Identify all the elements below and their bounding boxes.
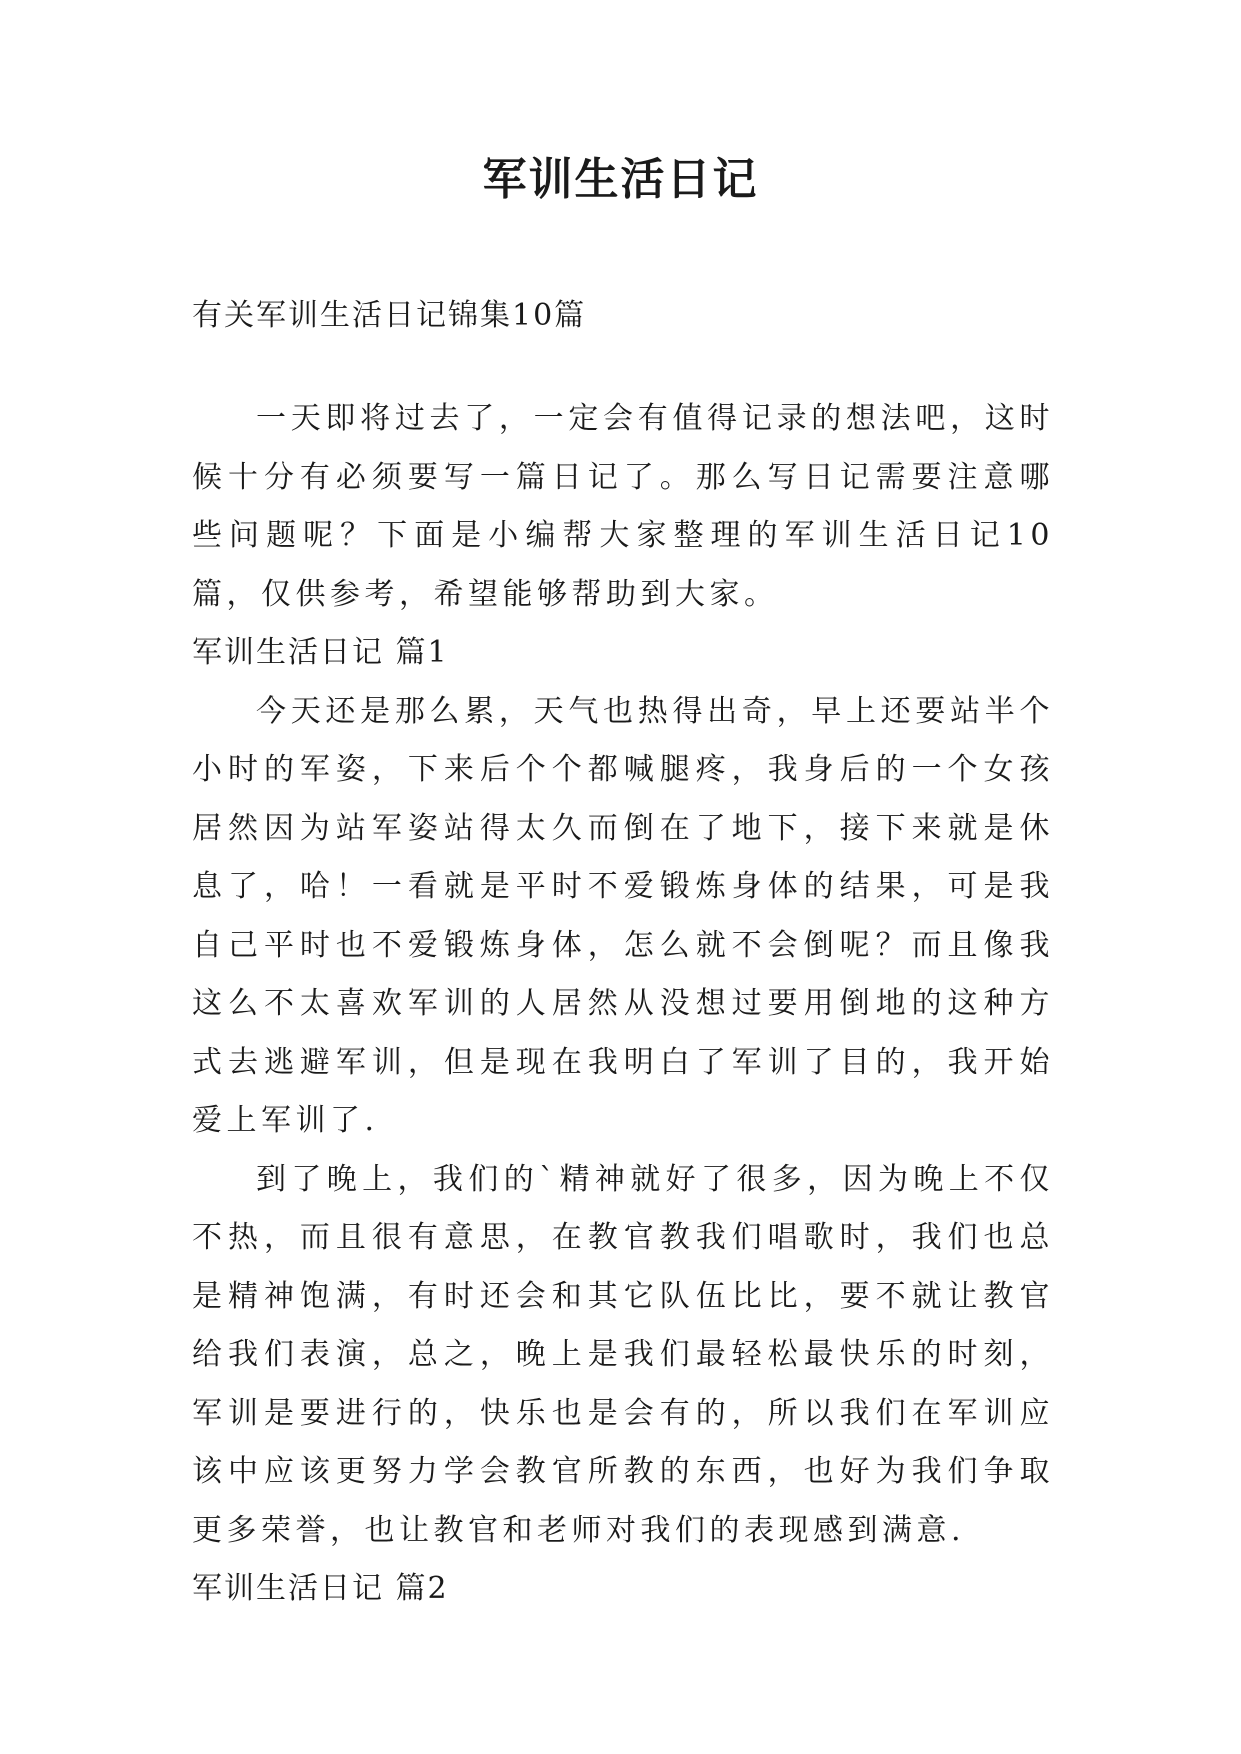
section-1-paragraph-2: 到了晚上，我们的`精神就好了很多，因为晚上不仅不热，而且很有意思，在教官教我们唱歌时，我们也总是精神饱满，有时还会和其它队伍比比，要不就让教官给我们表演，总之，晚上是我们最轻松最快乐的时刻，军训是要进行的，快乐也是会有的，所以我们在军训应该中应该更努力学会教官所教的东西，也好为我们争取更多荣誉，也让教官和老师对我们的表现感到满意. (192, 1161, 1054, 1548)
intro-paragraph: 一天即将过去了，一定会有值得记录的想法吧，这时候十分有必须要写一篇日记了。那么写日记需要注意哪些问题呢？下面是小编帮大家整理的军训生活日记10篇，仅供参考，希望能够帮助到大家。 (192, 401, 1054, 612)
section-heading-2: 军训生活日记 篇2 (192, 1571, 449, 1606)
section-1-paragraph-1: 今天还是那么累，天气也热得出奇，早上还要站半个小时的军姿，下来后个个都喊腿疼，我身后的一个女孩居然因为站军姿站得太久而倒在了地下，接下来就是休息了，哈！一看就是平时不爱锻炼身体的结果，可是我自己平时也不爱锻炼身体，怎么就不会倒呢？而且像我这么不太喜欢军训的人居然从没想过要用倒地的这种方式去逃避军训，但是现在我明白了军训了目的，我开始爱上军训了. (192, 693, 1054, 1138)
document-body (192, 292, 1054, 1619)
section-heading-1: 军训生活日记 篇1 (192, 635, 449, 670)
document-title: 军训生活日记 (482, 154, 759, 205)
document-subtitle: 有关军训生活日记锦集10篇 (192, 298, 587, 333)
